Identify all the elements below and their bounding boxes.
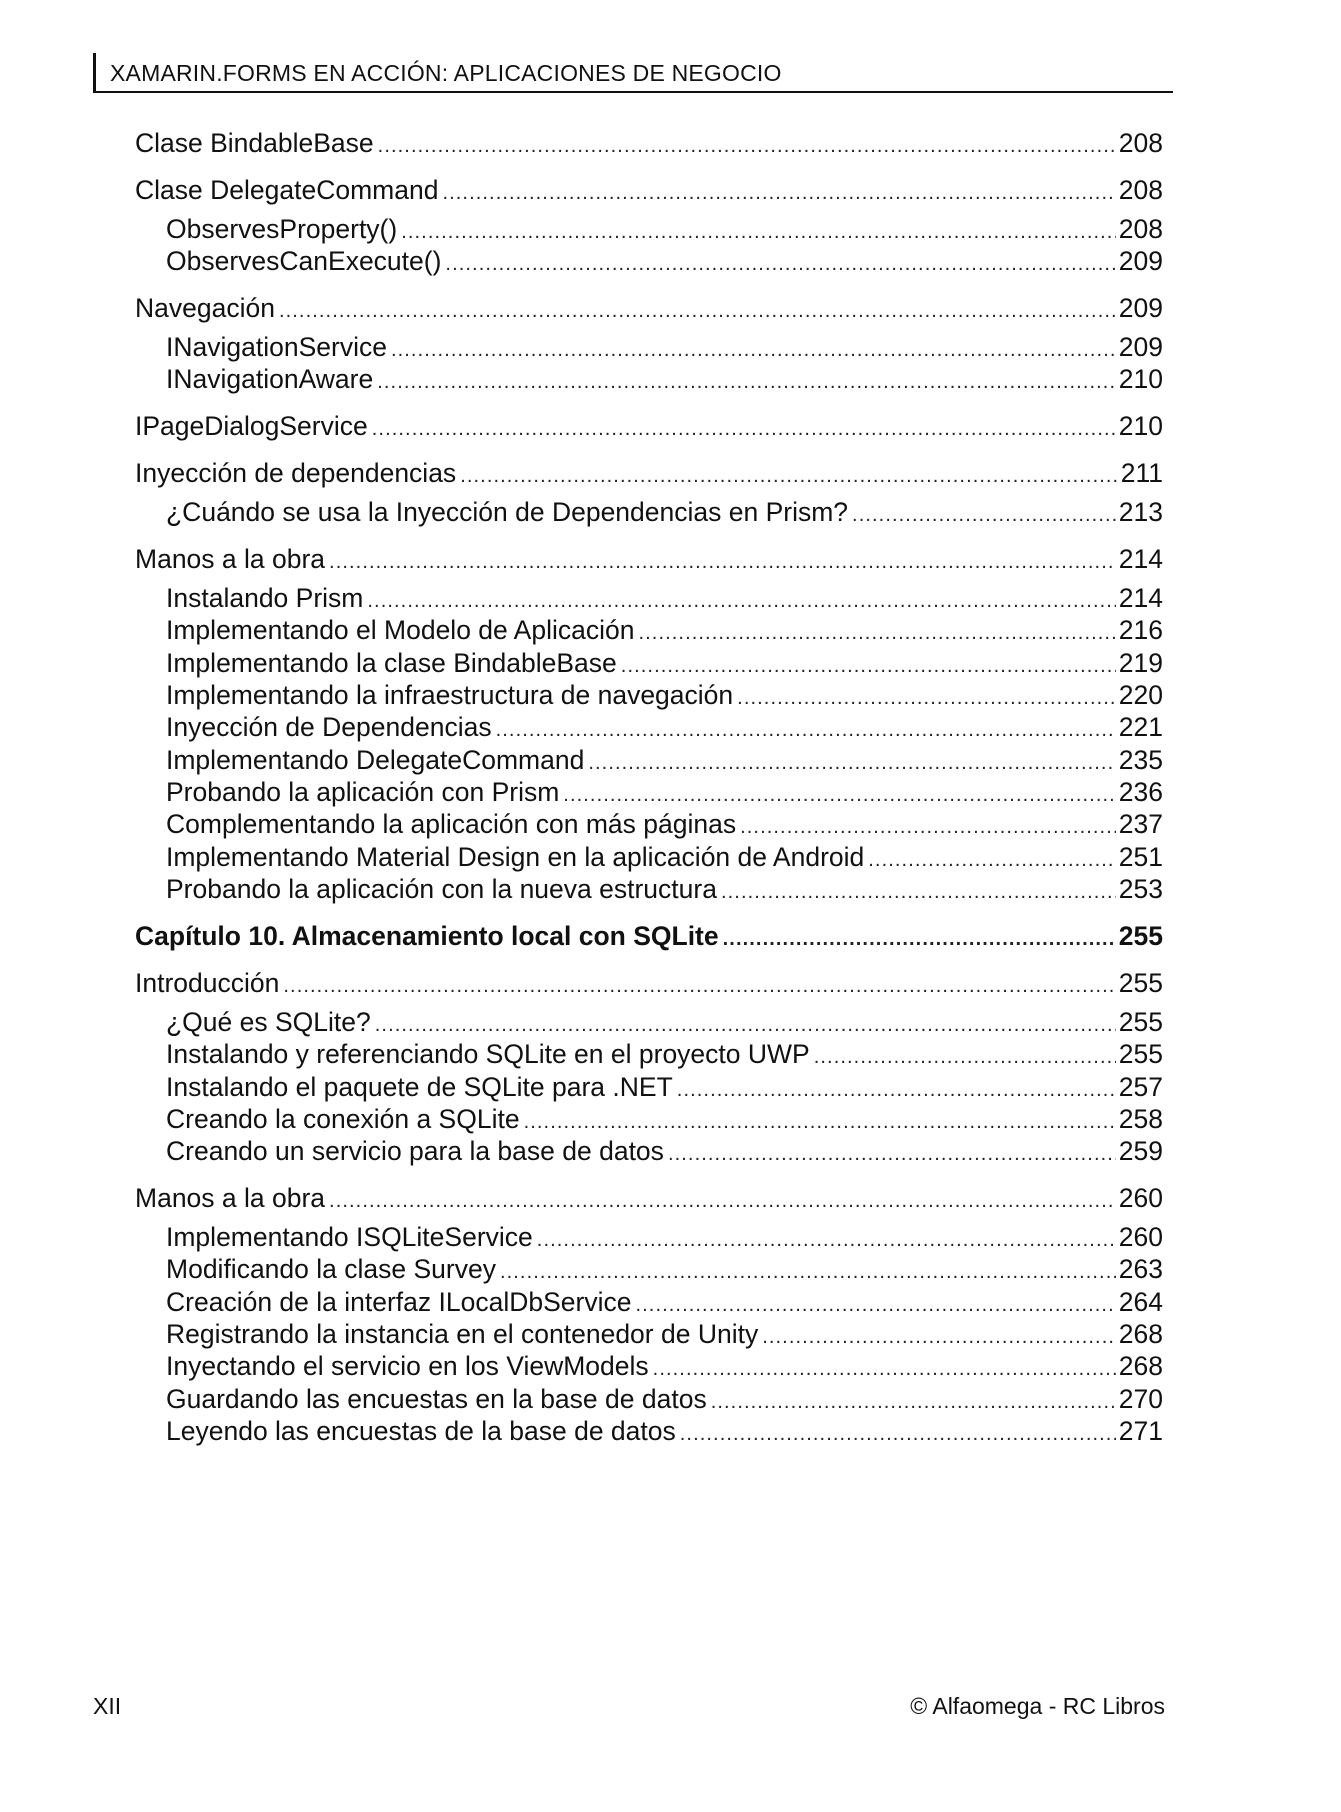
toc-entry-label: Inyección de dependencias	[135, 458, 457, 488]
toc-entry-page: 208	[1118, 128, 1163, 158]
dot-leader	[401, 221, 1116, 244]
toc-entry	[166, 1007, 1163, 1043]
dot-leader	[762, 1326, 1116, 1349]
toc-entry-label: ObservesCanExecute()	[166, 246, 442, 276]
toc-entry	[135, 1183, 1163, 1219]
toc-entry-page: 211	[1120, 458, 1163, 488]
toc-entry-page: 255	[1118, 1007, 1163, 1037]
dot-leader	[537, 1229, 1116, 1252]
toc-entry	[135, 293, 1163, 329]
toc-entry-label: Manos a la obra	[135, 1183, 326, 1213]
dot-leader	[638, 622, 1115, 645]
toc-entry-label: Creando un servicio para la base de datos	[166, 1136, 664, 1166]
toc-entry-label: Instalando Prism	[166, 583, 364, 613]
toc-entry	[166, 842, 1163, 878]
dot-leader	[740, 816, 1116, 839]
toc-entry-page: 263	[1118, 1254, 1163, 1284]
toc-entry-label: Complementando la aplicación con más páginas	[166, 809, 737, 839]
toc-entry-page: 237	[1118, 809, 1163, 839]
dot-leader	[588, 752, 1115, 775]
toc-entry	[166, 712, 1163, 748]
dot-leader	[524, 1111, 1116, 1134]
toc-entry-label: Probando la aplicación con la nueva estructura	[166, 874, 717, 904]
toc-entry-label: Inyección de Dependencias	[166, 712, 492, 742]
toc-entry	[166, 1384, 1163, 1420]
dot-leader	[635, 1294, 1115, 1317]
toc-entry	[166, 1416, 1163, 1452]
toc-entry	[166, 1136, 1163, 1172]
toc-entry-page: 209	[1118, 246, 1163, 276]
toc-entry	[135, 128, 1163, 164]
dot-leader	[852, 504, 1116, 527]
running-header	[93, 53, 1173, 93]
toc-entry	[166, 777, 1163, 813]
dot-leader	[814, 1046, 1116, 1069]
toc-entry-page: 268	[1118, 1319, 1163, 1349]
dot-leader	[711, 1391, 1116, 1414]
dot-leader	[500, 1261, 1116, 1284]
toc-entry	[135, 968, 1163, 1004]
toc-entry	[135, 175, 1163, 211]
toc-entry	[166, 246, 1163, 282]
toc-entry	[166, 809, 1163, 845]
toc-entry-label: Modificando la clase Survey	[166, 1254, 496, 1284]
toc-entry-page: 210	[1118, 364, 1163, 394]
toc-entry-page: 251	[1118, 842, 1163, 872]
toc-entry-label: INavigationService	[166, 332, 387, 362]
toc-entry-page: 214	[1118, 583, 1163, 613]
toc-entry	[166, 583, 1163, 619]
toc-entry	[166, 1039, 1163, 1075]
toc-chapter-entry	[135, 921, 1163, 957]
toc-entry	[135, 544, 1163, 580]
toc-entry	[166, 615, 1163, 651]
toc-entry-label: Leyendo las encuestas de la base de datos	[166, 1416, 676, 1446]
toc-entry-label: Registrando la instancia en el contenedor de Unity	[166, 1319, 759, 1349]
toc-entry	[166, 648, 1163, 684]
toc-entry-label: INavigationAware	[166, 364, 374, 394]
toc-entry-page: 255	[1118, 1039, 1163, 1069]
toc-entry	[166, 1104, 1163, 1140]
dot-leader	[377, 371, 1116, 394]
toc-entry-page: 257	[1118, 1072, 1163, 1102]
toc-entry-page: 208	[1118, 214, 1163, 244]
toc-entry-page: 208	[1118, 175, 1163, 205]
toc-entry-page: 259	[1118, 1136, 1163, 1166]
toc-entry	[166, 1254, 1163, 1290]
toc-entry	[166, 214, 1163, 250]
dot-leader	[329, 1190, 1116, 1213]
toc-entry-page: 255	[1118, 968, 1163, 998]
toc-entry-label: Instalando el paquete de SQLite para .NET	[166, 1072, 673, 1102]
toc-entry	[166, 1351, 1163, 1387]
toc-entry-label: Implementando la clase BindableBase	[166, 648, 617, 678]
toc-entry-label: Navegación	[135, 293, 275, 323]
toc-entry-page: 219	[1118, 648, 1163, 678]
toc-entry-page: 216	[1118, 615, 1163, 645]
toc-entry-page: 268	[1118, 1351, 1163, 1381]
dot-leader	[372, 418, 1116, 441]
page-number: XII	[93, 1693, 122, 1719]
toc-entry-label: Implementando el Modelo de Aplicación	[166, 615, 635, 645]
toc-entry	[166, 1287, 1163, 1323]
dot-leader	[442, 182, 1115, 205]
toc-entry	[166, 680, 1163, 716]
dot-leader	[496, 719, 1116, 742]
toc-entry-label: Creación de la interfaz ILocalDbService	[166, 1287, 632, 1317]
toc-entry-page: 214	[1118, 544, 1163, 574]
toc-entry-page: 270	[1118, 1384, 1163, 1414]
dot-leader	[279, 300, 1116, 323]
toc-entry-label: Capítulo 10. Almacenamiento local con SQLite	[135, 921, 719, 951]
toc-entry-page: 209	[1118, 293, 1163, 323]
toc-entry	[166, 1072, 1163, 1108]
toc-entry-page: 235	[1118, 745, 1163, 775]
toc-entry-label: Creando la conexión a SQLite	[166, 1104, 520, 1134]
dot-leader	[378, 135, 1116, 158]
toc-entry-page: 271	[1118, 1416, 1163, 1446]
toc-entry-label: Guardando las encuestas en la base de datos	[166, 1384, 707, 1414]
dot-leader	[563, 784, 1115, 807]
publisher-credit: © Alfaomega - RC Libros	[910, 1693, 1165, 1719]
toc-entry-page: 253	[1118, 874, 1163, 904]
toc-entry	[135, 458, 1163, 494]
dot-leader	[621, 655, 1116, 678]
toc-entry	[135, 411, 1163, 447]
toc-entry-page: 260	[1118, 1183, 1163, 1213]
toc-entry	[166, 497, 1163, 533]
toc-entry-page: 255	[1118, 921, 1163, 951]
toc-entry	[166, 332, 1163, 368]
toc-entry-label: Introducción	[135, 968, 280, 998]
dot-leader	[329, 551, 1116, 574]
dot-leader	[737, 687, 1116, 710]
toc-entry-label: IPageDialogService	[135, 411, 368, 441]
dot-leader	[868, 849, 1116, 872]
dot-leader	[677, 1079, 1116, 1102]
dot-leader	[668, 1143, 1116, 1166]
dot-leader	[460, 465, 1118, 488]
toc-entry-page: 209	[1118, 332, 1163, 362]
toc-entry-label: Clase DelegateCommand	[135, 175, 439, 205]
toc-entry-page: 221	[1118, 712, 1163, 742]
toc-entry	[166, 745, 1163, 781]
running-header-title: XAMARIN.FORMS EN ACCIÓN: APLICACIONES DE NEGOCIO	[110, 60, 782, 86]
toc-entry-page: 236	[1118, 777, 1163, 807]
dot-leader	[653, 1358, 1116, 1381]
dot-leader	[283, 975, 1115, 998]
toc-entry-label: Implementando ISQLiteService	[166, 1222, 533, 1252]
dot-leader	[391, 339, 1116, 362]
dot-leader	[723, 928, 1116, 951]
toc-entry-page: 210	[1118, 411, 1163, 441]
toc-entry-label: Implementando DelegateCommand	[166, 745, 585, 775]
dot-leader	[680, 1423, 1116, 1446]
toc-entry-page: 264	[1118, 1287, 1163, 1317]
dot-leader	[445, 253, 1115, 276]
toc-entry	[166, 874, 1163, 910]
toc-entry-label: ¿Qué es SQLite?	[166, 1007, 371, 1037]
toc-entry-label: Probando la aplicación con Prism	[166, 777, 560, 807]
toc-entry-label: Instalando y referenciando SQLite en el proyecto UWP	[166, 1039, 810, 1069]
toc-entry	[166, 1222, 1163, 1258]
toc-entry-label: ¿Cuándo se usa la Inyección de Dependencias en Prism?	[166, 497, 849, 527]
toc-entry-label: ObservesProperty()	[166, 214, 398, 244]
dot-leader	[721, 881, 1116, 904]
toc-entry-page: 213	[1118, 497, 1163, 527]
toc-entry-label: Inyectando el servicio en los ViewModels	[166, 1351, 649, 1381]
toc-entry-label: Manos a la obra	[135, 544, 326, 574]
toc-entry-page: 258	[1118, 1104, 1163, 1134]
toc-entry-label: Implementando Material Design en la aplicación de Android	[166, 842, 865, 872]
toc-entry	[166, 364, 1163, 400]
dot-leader	[375, 1014, 1116, 1037]
dot-leader	[367, 590, 1115, 613]
toc-entry	[166, 1319, 1163, 1355]
toc-entry-label: Clase BindableBase	[135, 128, 374, 158]
toc-entry-label: Implementando la infraestructura de navegación	[166, 680, 734, 710]
toc-entry-page: 260	[1118, 1222, 1163, 1252]
toc-entry-page: 220	[1118, 680, 1163, 710]
